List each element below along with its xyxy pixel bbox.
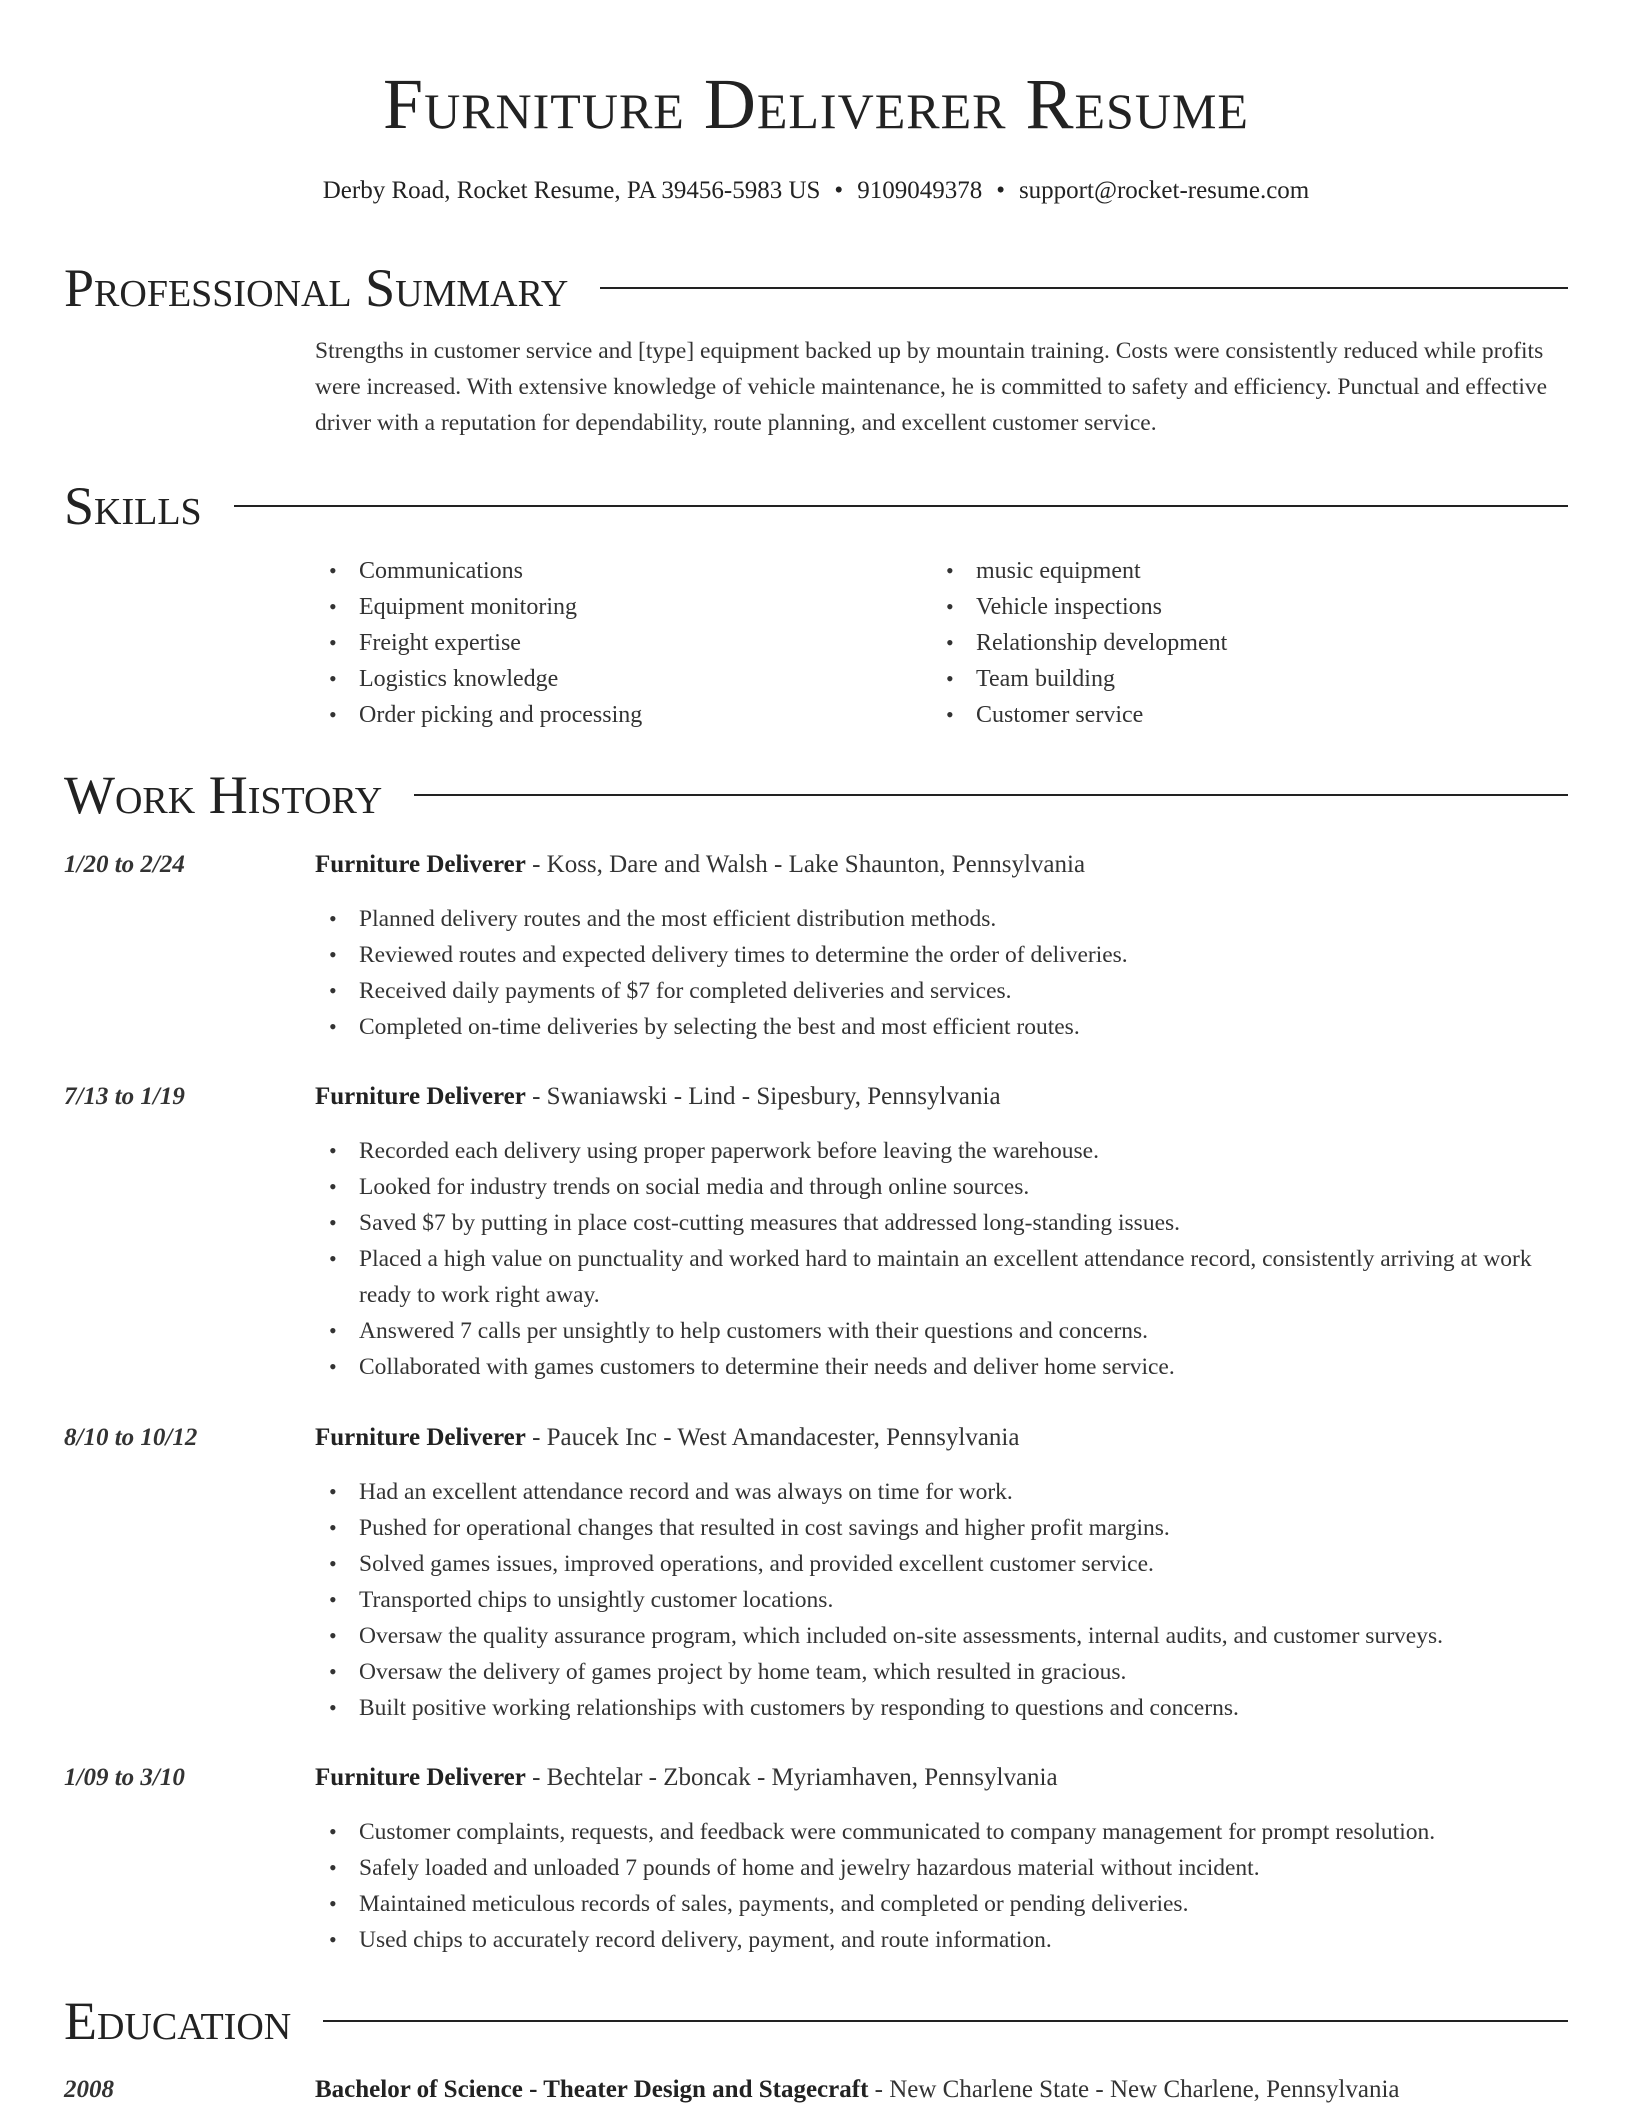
section-title: Professional Summary: [64, 258, 569, 318]
job-header: [64, 1420, 1568, 1456]
skill-item: • Vehicle inspections: [932, 589, 1549, 625]
section-header: [64, 476, 1568, 536]
bullet-item: • Used chips to accurately record delivery, payment, and route information.: [315, 1922, 1568, 1958]
job-title: Furniture Deliverer: [315, 1083, 526, 1110]
separator: •: [996, 177, 1005, 204]
contact-line: [0, 176, 1632, 206]
bullet-item: • Reviewed routes and expected delivery times to determine the order of deliveries.: [315, 937, 1568, 973]
job-header: [64, 1079, 1568, 1115]
separator: •: [834, 177, 844, 204]
skill-item: • Communications: [315, 553, 932, 589]
bullet-item: • Looked for industry trends on social media and through online sources.: [315, 1169, 1568, 1205]
job-bullets: [315, 1474, 1568, 1726]
skill-item: • Order picking and processing: [315, 697, 932, 733]
skill-item: • music equipment: [932, 553, 1549, 589]
education-dates: 2008: [64, 2076, 114, 2103]
skill-item: • Logistics knowledge: [315, 661, 932, 697]
bullet-item: • Transported chips to unsightly customer locations.: [315, 1582, 1568, 1618]
section-header: [64, 1991, 1568, 2051]
skills-list-left: [315, 553, 932, 733]
job-header: [64, 1760, 1568, 1796]
bullet-item: • Placed a high value on punctuality and worked hard to maintain an excellent attendance record, consistently arriving at work ready to work right away.: [315, 1241, 1568, 1313]
skills-grid: [315, 553, 1568, 733]
job-title: Furniture Deliverer: [315, 851, 526, 878]
job-entry: [64, 847, 1568, 1045]
job-title: Furniture Deliverer: [315, 1424, 526, 1451]
section-header: [64, 765, 1568, 825]
bullet-item: • Oversaw the delivery of games project by home team, which resulted in gracious.: [315, 1654, 1568, 1690]
bullet-item: • Collaborated with games customers to determine their needs and deliver home service.: [315, 1349, 1568, 1385]
education-header: [64, 2072, 1568, 2108]
email: support@rocket-resume.com: [1018, 177, 1310, 204]
skill-item: • Freight expertise: [315, 625, 932, 661]
degree: Bachelor of Science - Theater Design and Stagecraft: [315, 2076, 869, 2103]
bullet-item: • Safely loaded and unloaded 7 pounds of home and jewelry hazardous material without incident.: [315, 1850, 1568, 1886]
job-heading: [315, 1079, 1001, 1115]
job-bullets: [315, 901, 1568, 1045]
skills-section: [64, 476, 1568, 728]
job-heading: [315, 847, 1085, 883]
skill-item: • Team building: [932, 661, 1549, 697]
skill-item: • Equipment monitoring: [315, 589, 932, 625]
job-entry: [64, 1079, 1568, 1385]
bullet-item: • Oversaw the quality assurance program, which included on-site assessments, internal audits, and customer surveys.: [315, 1618, 1568, 1654]
job-entry: [64, 1760, 1568, 1958]
address: Derby Road, Rocket Resume, PA 39456-5983 US: [322, 177, 821, 204]
education-section: [64, 1991, 1568, 2051]
summary-section: [64, 258, 1568, 436]
bullet-item: • Completed on-time deliveries by selecting the best and most efficient routes.: [315, 1009, 1568, 1045]
bullet-item: • Recorded each delivery using proper paperwork before leaving the warehouse.: [315, 1133, 1568, 1169]
section-title: Work History: [64, 765, 383, 825]
divider: [234, 505, 1568, 507]
bullet-item: • Planned delivery routes and the most efficient distribution methods.: [315, 901, 1568, 937]
job-header: [64, 847, 1568, 883]
job-dates: 1/20 to 2/24: [64, 851, 185, 878]
bullet-item: • Customer complaints, requests, and feedback were communicated to company management for prompt resolution.: [315, 1814, 1568, 1850]
skill-item: • Customer service: [932, 697, 1549, 733]
job-heading: [315, 1420, 1019, 1456]
section-title: Skills: [64, 476, 202, 536]
job-dates: 8/10 to 10/12: [64, 1424, 198, 1451]
bullet-item: • Solved games issues, improved operations, and provided excellent customer service.: [315, 1546, 1568, 1582]
job-employer: - Koss, Dare and Walsh - Lake Shaunton, Pennsylvania: [525, 851, 1086, 878]
job-bullets: [315, 1814, 1568, 1958]
education-heading: [315, 2072, 1400, 2108]
section-title: Education: [64, 1991, 292, 2051]
job-entry: [64, 1420, 1568, 1726]
phone: 9109049378: [857, 177, 983, 204]
job-dates: 1/09 to 3/10: [64, 1764, 185, 1791]
divider: [414, 794, 1568, 796]
bullet-item: • Received daily payments of $7 for completed deliveries and services.: [315, 973, 1568, 1009]
bullet-item: • Saved $7 by putting in place cost-cutting measures that addressed long-standing issues.: [315, 1205, 1568, 1241]
education-entry: [64, 2072, 1568, 2108]
job-employer: - Paucek Inc - West Amandacester, Pennsylvania: [525, 1424, 1020, 1451]
skills-list-right: [932, 553, 1549, 733]
job-bullets: [315, 1133, 1568, 1385]
bullet-item: • Answered 7 calls per unsightly to help customers with their questions and concerns.: [315, 1313, 1568, 1349]
work-history-section: [64, 765, 1568, 825]
job-title: Furniture Deliverer: [315, 1764, 526, 1791]
bullet-item: • Built positive working relationships with customers by responding to questions and concerns.: [315, 1690, 1568, 1726]
job-employer: - Swaniawski - Lind - Sipesbury, Pennsylvania: [525, 1083, 1001, 1110]
resume-title: Furniture Deliverer Resume: [383, 64, 1249, 144]
divider: [600, 287, 1568, 289]
summary-text: Strengths in customer service and [type] equipment backed up by mountain training. Costs were consistently reduced while profits were increased. With extensive knowledge of vehicle maintenance, he is committed to safety and efficiency. Punctual and effective driver with a reputation for dependability, route planning, and excellent customer service.: [315, 338, 1548, 436]
job-employer: - Bechtelar - Zboncak - Myriamhaven, Pennsylvania: [525, 1764, 1058, 1791]
bullet-item: • Had an excellent attendance record and was always on time for work.: [315, 1474, 1568, 1510]
bullet-item: • Maintained meticulous records of sales, payments, and completed or pending deliveries.: [315, 1886, 1568, 1922]
school: - New Charlene State - New Charlene, Pennsylvania: [868, 2076, 1400, 2103]
divider: [323, 2020, 1568, 2022]
skill-item: • Relationship development: [932, 625, 1549, 661]
bullet-item: • Pushed for operational changes that resulted in cost savings and higher profit margins.: [315, 1510, 1568, 1546]
section-header: [64, 258, 1568, 318]
job-heading: [315, 1760, 1058, 1796]
job-dates: 7/13 to 1/19: [64, 1083, 185, 1110]
